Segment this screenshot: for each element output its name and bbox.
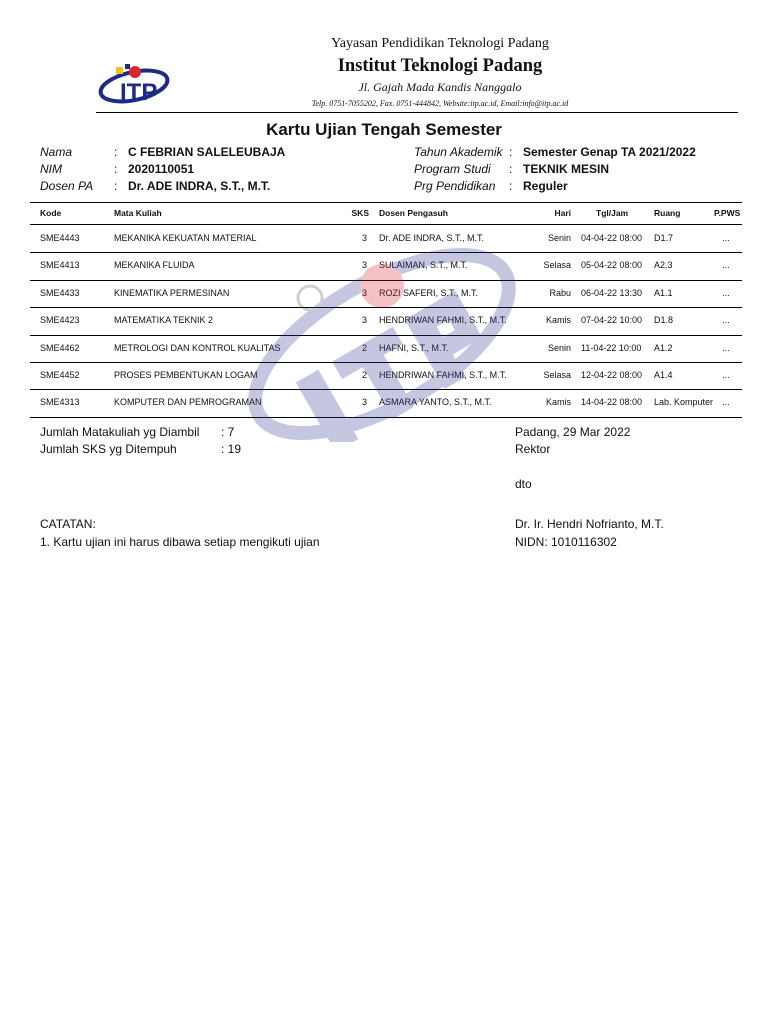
table-row bbox=[30, 362, 742, 389]
cell-ppws: ... bbox=[722, 315, 730, 326]
table-row bbox=[30, 335, 742, 362]
cell-dosen: Dr. ADE INDRA, S.T., M.T. bbox=[379, 233, 485, 243]
cell-ppws: ... bbox=[722, 370, 730, 380]
cell-dosen: HAFNI, S.T., M.T. bbox=[379, 342, 449, 353]
info-prg bbox=[414, 178, 734, 194]
prg-label: Prg Pendidikan bbox=[414, 179, 496, 193]
cell-kode: SME4313 bbox=[40, 397, 80, 408]
cell-sks: 3 bbox=[361, 260, 367, 271]
cell-tgl-jam: 06-04-22 13:30 bbox=[581, 287, 643, 298]
cell-ruang: A2.3 bbox=[654, 260, 673, 271]
cell-ruang: D1.7 bbox=[654, 233, 674, 243]
table-row bbox=[30, 252, 742, 279]
cell-kode: SME4413 bbox=[40, 260, 80, 271]
cell-hari: Rabu bbox=[549, 287, 571, 298]
cell-kode: SME4443 bbox=[40, 233, 80, 243]
colon: : bbox=[509, 179, 513, 193]
header-kode: Kode bbox=[40, 208, 62, 218]
tahun-label: Tahun Akademik bbox=[414, 145, 503, 159]
info-nama bbox=[40, 144, 380, 160]
header-hari: Hari bbox=[554, 208, 571, 218]
cell-ruang: Lab. Komputer bbox=[654, 397, 714, 408]
cell-hari: Senin bbox=[547, 233, 571, 243]
cell-dosen: SULAIMAN, S.T., M.T. bbox=[379, 260, 468, 271]
jumlah-mk-label: Jumlah Matakuliah yg Diambil bbox=[40, 425, 200, 439]
signatory-name: Dr. Ir. Hendri Nofrianto, M.T. bbox=[515, 517, 664, 531]
header-ruang: Ruang bbox=[654, 208, 681, 218]
cell-sks: 3 bbox=[361, 315, 367, 326]
cell-kode: SME4462 bbox=[40, 342, 80, 353]
cell-mata-kuliah: PROSES PEMBENTUKAN LOGAM bbox=[114, 370, 258, 380]
nim-value: 2020110051 bbox=[128, 162, 195, 176]
header-divider bbox=[96, 112, 738, 113]
nama-value: C FEBRIAN SALELEUBAJA bbox=[128, 145, 286, 159]
cell-sks: 2 bbox=[361, 342, 367, 353]
cell-ppws: ... bbox=[722, 233, 730, 243]
cell-tgl-jam: 11-04-22 10:00 bbox=[581, 342, 642, 353]
cell-mata-kuliah: KINEMATIKA PERMESINAN bbox=[114, 287, 230, 298]
institute-address: Jl. Gajah Mada Kandis Nanggalo bbox=[358, 80, 522, 94]
prodi-label: Program Studi bbox=[414, 162, 491, 176]
logo-text: ITP bbox=[120, 79, 158, 106]
cell-ppws: ... bbox=[722, 287, 730, 298]
info-nim bbox=[40, 161, 380, 177]
cell-ruang: A1.1 bbox=[654, 287, 673, 298]
colon: : bbox=[509, 145, 513, 159]
place-date: Padang, 29 Mar 2022 bbox=[515, 425, 631, 439]
nama-label: Nama bbox=[40, 145, 73, 159]
cell-ppws: ... bbox=[722, 260, 730, 271]
cell-hari: Senin bbox=[547, 342, 571, 353]
header-dosen: Dosen Pengasuh bbox=[379, 208, 448, 218]
cell-hari: Kamis bbox=[545, 315, 571, 326]
header-mata-kuliah: Mata Kuliah bbox=[114, 208, 162, 218]
notes-heading: CATATAN: bbox=[40, 517, 96, 531]
cell-ruang: A1.2 bbox=[654, 342, 673, 353]
cell-kode: SME4433 bbox=[40, 287, 80, 298]
prodi-value: TEKNIK MESIN bbox=[523, 162, 610, 176]
cell-sks: 2 bbox=[361, 370, 367, 380]
table-row bbox=[30, 280, 742, 307]
colon: : bbox=[114, 145, 118, 159]
notes-item-1: 1. Kartu ujian ini harus dibawa setiap mengikuti ujian bbox=[40, 535, 320, 549]
nim-label: NIM bbox=[40, 162, 62, 176]
signatory-nidn: NIDN: 1010116302 bbox=[515, 535, 617, 549]
signatory-title: Rektor bbox=[515, 442, 551, 456]
card-title: Kartu Ujian Tengah Semester bbox=[266, 120, 502, 139]
cell-tgl-jam: 07-04-22 10:00 bbox=[581, 315, 643, 326]
table-row bbox=[30, 307, 742, 334]
table-row-rule bbox=[30, 417, 742, 418]
institute-contact: Telp. 0751-7055202, Fax. 0751-444842, Website:itp.ac.id, Email:info@itp.ac.id bbox=[311, 99, 569, 108]
table-row bbox=[30, 225, 742, 252]
dosen-pa-label: Dosen PA bbox=[40, 179, 94, 193]
cell-dosen: HENDRIWAN FAHMI, S.T., M.T. bbox=[379, 315, 507, 326]
signature-dto: dto bbox=[515, 477, 532, 491]
header-sks: SKS bbox=[351, 208, 369, 218]
jumlah-sks-label: Jumlah SKS yg Ditempuh bbox=[40, 442, 177, 456]
info-tahun bbox=[414, 144, 734, 160]
cell-ruang: D1.8 bbox=[654, 315, 674, 326]
prg-value: Reguler bbox=[523, 179, 568, 193]
cell-sks: 3 bbox=[361, 397, 367, 408]
cell-kode: SME4452 bbox=[40, 370, 80, 380]
cell-kode: SME4423 bbox=[40, 315, 80, 326]
cell-tgl-jam: 05-04-22 08:00 bbox=[581, 260, 643, 271]
cell-sks: 3 bbox=[361, 233, 367, 243]
institute-name: Institut Teknologi Padang bbox=[337, 56, 543, 76]
cell-mata-kuliah: METROLOGI DAN KONTROL KUALITAS bbox=[114, 342, 281, 353]
cell-dosen: HENDRIWAN FAHMI, S.T., M.T. bbox=[379, 370, 507, 380]
colon: : bbox=[114, 162, 118, 176]
cell-tgl-jam: 14-04-22 08:00 bbox=[581, 397, 643, 408]
table-row bbox=[30, 389, 742, 416]
cell-tgl-jam: 04-04-22 08:00 bbox=[581, 233, 643, 243]
jumlah-mk-value: : 7 bbox=[221, 425, 235, 439]
cell-sks: 3 bbox=[361, 287, 367, 298]
header-ppws: P.PWS bbox=[714, 208, 741, 218]
info-prodi bbox=[414, 161, 734, 177]
cell-mata-kuliah: KOMPUTER DAN PEMROGRAMAN bbox=[114, 397, 262, 408]
cell-hari: Kamis bbox=[545, 397, 571, 408]
dosen-pa-value: Dr. ADE INDRA, S.T., M.T. bbox=[128, 179, 271, 193]
info-dosen-pa bbox=[40, 178, 380, 194]
cell-tgl-jam: 12-04-22 08:00 bbox=[581, 370, 643, 380]
cell-hari: Selasa bbox=[543, 260, 571, 271]
cell-hari: Selasa bbox=[543, 370, 571, 380]
foundation-name: Yayasan Pendidikan Teknologi Padang bbox=[331, 36, 549, 51]
jumlah-sks-value: : 19 bbox=[221, 442, 242, 456]
cell-dosen: ASMARA YANTO, S.T., M.T. bbox=[379, 397, 492, 408]
header-tgl-jam: Tgl/Jam bbox=[596, 208, 629, 218]
table-header bbox=[30, 202, 742, 224]
cell-mata-kuliah: MEKANIKA KEKUATAN MATERIAL bbox=[114, 233, 257, 243]
tahun-value: Semester Genap TA 2021/2022 bbox=[523, 145, 696, 159]
cell-mata-kuliah: MATEMATIKA TEKNIK 2 bbox=[114, 315, 214, 326]
cell-ppws: ... bbox=[722, 397, 730, 408]
cell-ppws: ... bbox=[722, 342, 730, 353]
colon: : bbox=[509, 162, 513, 176]
colon: : bbox=[114, 179, 118, 193]
cell-mata-kuliah: MEKANIKA FLUIDA bbox=[114, 260, 195, 271]
cell-dosen: ROZI SAFERI, S.T., M.T. bbox=[379, 287, 479, 298]
cell-ruang: A1.4 bbox=[654, 370, 673, 380]
